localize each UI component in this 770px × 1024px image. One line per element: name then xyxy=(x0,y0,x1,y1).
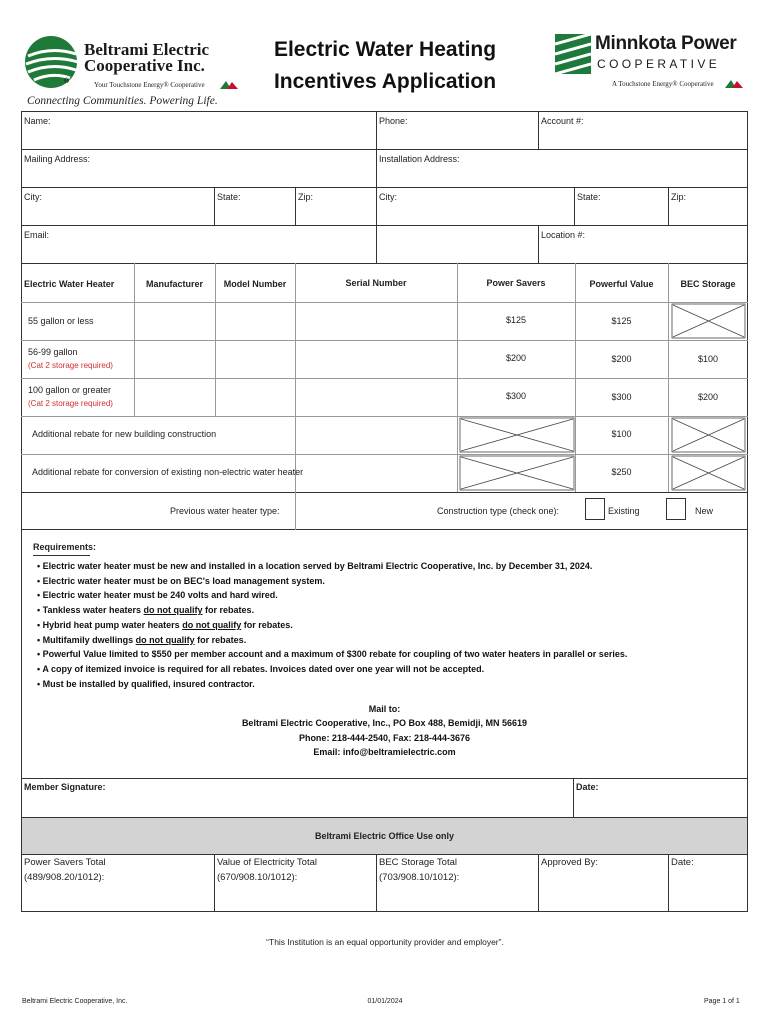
office-use-heading: Beltrami Electric Office Use only xyxy=(314,831,455,841)
minnkota-logo-sub: A Touchstone Energy® Cooperative xyxy=(612,80,714,88)
construction-type-label: Construction type (check one): xyxy=(437,506,560,516)
touchstone-icon xyxy=(218,79,240,91)
row-note-100: (Cat 2 storage required) xyxy=(28,399,113,408)
title-line-1: Electric Water Heating xyxy=(273,38,497,61)
previous-heater-type-label: Previous water heater type: xyxy=(170,506,280,516)
grid-line xyxy=(21,454,748,455)
bec-logo-line2: Cooperative Inc. xyxy=(84,56,205,75)
power-savers-100: $300 xyxy=(505,391,527,401)
grid-line xyxy=(21,187,748,188)
bec-logo-reg: ® xyxy=(64,78,70,85)
bec-globe-icon xyxy=(22,34,82,92)
value-total-label: Value of Electricity Total xyxy=(217,857,317,868)
powerful-value-100: $300 xyxy=(611,392,632,402)
mail-phone: Phone: 218-444-2540, Fax: 218-444-3676 xyxy=(298,733,471,743)
install-state-field[interactable]: State: xyxy=(577,192,601,202)
account-field[interactable]: Account #: xyxy=(541,116,584,126)
col-header-power-savers: Power Savers xyxy=(486,278,546,288)
requirement-item: • Electric water heater must be 240 volts and hard wired. xyxy=(37,588,737,603)
col-header-powerful-value: Powerful Value xyxy=(589,279,654,289)
name-field[interactable]: Name: xyxy=(24,116,51,126)
new-label: New xyxy=(695,506,714,516)
grid-line xyxy=(21,263,748,264)
grid-line xyxy=(21,778,748,779)
row-label-56-99: 56-99 gallon xyxy=(28,347,78,357)
additional-conversion: Additional rebate for conversion of existing non-electric water heater xyxy=(32,467,304,477)
power-savers-total-code: (489/908.20/1012): xyxy=(24,872,105,883)
existing-checkbox[interactable] xyxy=(585,498,605,520)
minnkota-touchstone-icon xyxy=(723,78,745,90)
mailing-city-field[interactable]: City: xyxy=(24,192,42,202)
installation-address-field[interactable]: Installation Address: xyxy=(379,154,460,164)
mail-address: Beltrami Electric Cooperative, Inc., PO Box 488, Bemidji, MN 56619 xyxy=(241,718,528,728)
mail-email: Email: info@beltramielectric.com xyxy=(313,747,456,757)
na-cell-power-savers-conv xyxy=(458,454,576,492)
install-zip-field[interactable]: Zip: xyxy=(671,192,687,202)
requirement-item: • Electric water heater must be on BEC's load management system. xyxy=(37,574,737,589)
signature-date-field[interactable]: Date: xyxy=(576,782,599,792)
requirements-heading: Requirements: xyxy=(33,542,97,552)
mailing-zip-field[interactable]: Zip: xyxy=(298,192,314,202)
eoe-statement: “This Institution is an equal opportunity provider and employer”. xyxy=(266,937,504,947)
grid-line xyxy=(573,778,574,817)
requirements-list xyxy=(37,559,737,691)
grid-line xyxy=(668,187,669,225)
minnkota-logo-line2: COOPERATIVE xyxy=(597,57,721,71)
row-note-56-99: (Cat 2 storage required) xyxy=(28,361,113,370)
grid-line xyxy=(376,111,377,263)
powerful-value-56-99: $200 xyxy=(611,354,632,364)
grid-line xyxy=(21,416,748,417)
grid-line xyxy=(295,263,296,530)
grid-line xyxy=(21,302,748,303)
install-city-field[interactable]: City: xyxy=(379,192,397,202)
requirement-item: • Powerful Value limited to $550 per member account and a maximum of $300 rebate for coupling of two water heaters in parallel or series. xyxy=(37,647,737,662)
bec-storage-100: $200 xyxy=(697,392,719,402)
na-cell-bec-storage-new xyxy=(669,416,748,454)
requirement-item: • Must be installed by qualified, insured contractor. xyxy=(37,677,737,692)
location-field[interactable]: Location #: xyxy=(541,230,586,240)
grid-line xyxy=(538,225,539,263)
member-signature-field[interactable]: Member Signature: xyxy=(24,782,106,792)
bec-storage-56-99: $100 xyxy=(697,354,719,364)
page-title xyxy=(250,34,520,98)
storage-total-label: BEC Storage Total xyxy=(379,857,457,868)
col-header-serial: Serial Number xyxy=(345,278,407,288)
approved-by-field[interactable]: Approved By: xyxy=(541,857,599,868)
na-cell-bec-storage-55 xyxy=(669,302,748,340)
existing-label: Existing xyxy=(608,506,640,516)
minnkota-logo xyxy=(555,34,750,94)
row-label-100: 100 gallon or greater xyxy=(28,385,112,395)
row-label-55: 55 gallon or less xyxy=(28,316,94,326)
na-cell-bec-storage-conv xyxy=(669,454,748,492)
col-header-manufacturer: Manufacturer xyxy=(145,279,203,289)
storage-total-code: (703/908.10/1012): xyxy=(379,872,460,883)
grid-line xyxy=(21,149,748,150)
grid-line xyxy=(376,854,377,912)
requirement-item: • Multifamily dwellings do not qualify for rebates. xyxy=(37,633,737,648)
grid-line xyxy=(668,854,669,912)
new-checkbox[interactable] xyxy=(666,498,686,520)
grid-line xyxy=(574,187,575,225)
grid-line xyxy=(295,187,296,225)
grid-line xyxy=(214,854,215,912)
mailing-state-field[interactable]: State: xyxy=(217,192,241,202)
requirement-item: • Electric water heater must be new and installed in a location served by Beltrami Electric Cooperative, Inc. by December 31, 2024. xyxy=(37,559,737,574)
grid-line xyxy=(21,529,748,530)
grid-line xyxy=(21,817,748,818)
title-line-2: Incentives Application xyxy=(273,70,497,93)
office-date-field[interactable]: Date: xyxy=(671,857,694,868)
email-field[interactable]: Email: xyxy=(24,230,50,240)
col-header-bec-storage: BEC Storage xyxy=(680,279,736,289)
grid-line xyxy=(538,854,539,912)
col-header-water-heater: Electric Water Heater xyxy=(24,279,115,289)
minnkota-logo-line1: Minnkota Power xyxy=(595,33,737,54)
value-total-code: (670/908.10/1012): xyxy=(217,872,298,883)
powerful-value-conversion: $250 xyxy=(611,467,632,477)
additional-new-construction: Additional rebate for new building construction xyxy=(32,429,217,439)
requirement-item: • Tankless water heaters do not qualify for rebates. xyxy=(37,603,737,618)
bec-logo-line1: Beltrami Electric xyxy=(84,40,210,59)
powerful-value-new-construction: $100 xyxy=(611,429,632,439)
grid-line xyxy=(21,340,748,341)
power-savers-56-99: $200 xyxy=(505,353,527,363)
mail-to-label: Mail to: xyxy=(368,704,401,714)
grid-line xyxy=(214,187,215,225)
requirement-item: • A copy of itemized invoice is required for all rebates. Invoices dated over one year will not be accepted. xyxy=(37,662,737,677)
power-savers-total-label: Power Savers Total xyxy=(24,857,106,868)
grid-line xyxy=(21,492,748,493)
na-cell-power-savers-new xyxy=(458,416,576,454)
requirements-underline xyxy=(33,555,90,556)
bec-logo xyxy=(22,34,252,94)
bec-logo-sub: Your Touchstone Energy® Cooperative xyxy=(94,81,205,89)
col-header-model: Model Number xyxy=(223,279,287,289)
minnkota-mark-icon xyxy=(555,34,591,74)
footer-page: Page 1 of 1 xyxy=(704,998,740,1005)
powerful-value-55: $125 xyxy=(611,316,632,326)
phone-field[interactable]: Phone: xyxy=(379,116,408,126)
footer-left: Beltrami Electric Cooperative, Inc. xyxy=(22,998,128,1005)
grid-line xyxy=(21,225,748,226)
grid-line xyxy=(21,378,748,379)
grid-line xyxy=(21,854,748,855)
mailing-address-field[interactable]: Mailing Address: xyxy=(24,154,91,164)
footer-date: 01/01/2024 xyxy=(367,998,403,1005)
power-savers-55: $125 xyxy=(505,315,527,325)
requirement-item: • Hybrid heat pump water heaters do not qualify for rebates. xyxy=(37,618,737,633)
bec-tagline: Connecting Communities. Powering Life. xyxy=(27,95,218,107)
grid-line xyxy=(538,111,539,149)
